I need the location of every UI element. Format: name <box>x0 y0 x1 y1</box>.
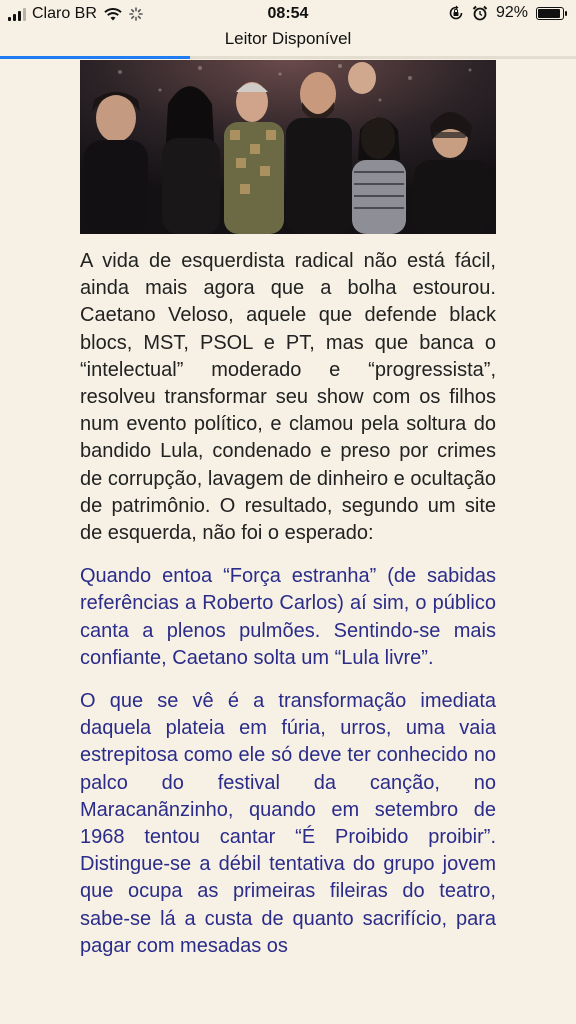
status-bar <box>0 0 576 28</box>
concert-group-photo <box>80 60 496 234</box>
reading-progress-bar <box>0 56 576 59</box>
article-photo <box>80 60 496 234</box>
alarm-icon <box>472 5 488 21</box>
article-body <box>80 248 496 976</box>
carrier-label: Claro BR <box>32 5 97 22</box>
article-paragraph: A vida de esquerdista radical não está fácil, ainda mais agora que a bolha estourou. Caetano Veloso, aquele que defende black blocs, MST, PSOL e PT, mas que banca o “intelectual” moderado e “progressista”, resolveu transformar seu show com os filhos num evento político, e clamou pela soltura do bandido Lula, condenado e preso por crimes de corrupção, lavagem de dinheiro e ocultação de patrimônio. O resultado, segundo um site de esquerda, não foi o esperado: <box>80 250 496 545</box>
reader-available-title[interactable]: Leitor Disponível <box>224 29 352 48</box>
status-right <box>448 4 564 22</box>
clock: 08:54 <box>267 5 309 22</box>
article-quote: Quando entoa “Força estranha” (de sabidas referências a Roberto Carlos) aí sim, o público canta a plenos pulmões. Sentindo-se mais confiante, Caetano solta um “Lula livre”. <box>80 565 496 669</box>
battery-level <box>538 9 560 18</box>
rotation-lock-icon <box>448 5 464 21</box>
reading-progress-fill <box>0 56 190 59</box>
battery-percent: 92% <box>495 4 528 21</box>
battery-icon <box>536 7 564 20</box>
article-quote: O que se vê é a transformação imediata daquela plateia em fúria, urros, uma vaia estrepitosa como ele só deve ter conhecido no palco do festival da canção, no Maracanãnzinho, quando em setembro de 1968 tentou cantar “É Proibido proibir”. Distingue-se a débil tentativa do grupo jovem que ocupa as primeiras fileiras do teatro, sabe-se lá a custa de quanto sacrifício, para pagar com mesadas os <box>80 690 496 957</box>
